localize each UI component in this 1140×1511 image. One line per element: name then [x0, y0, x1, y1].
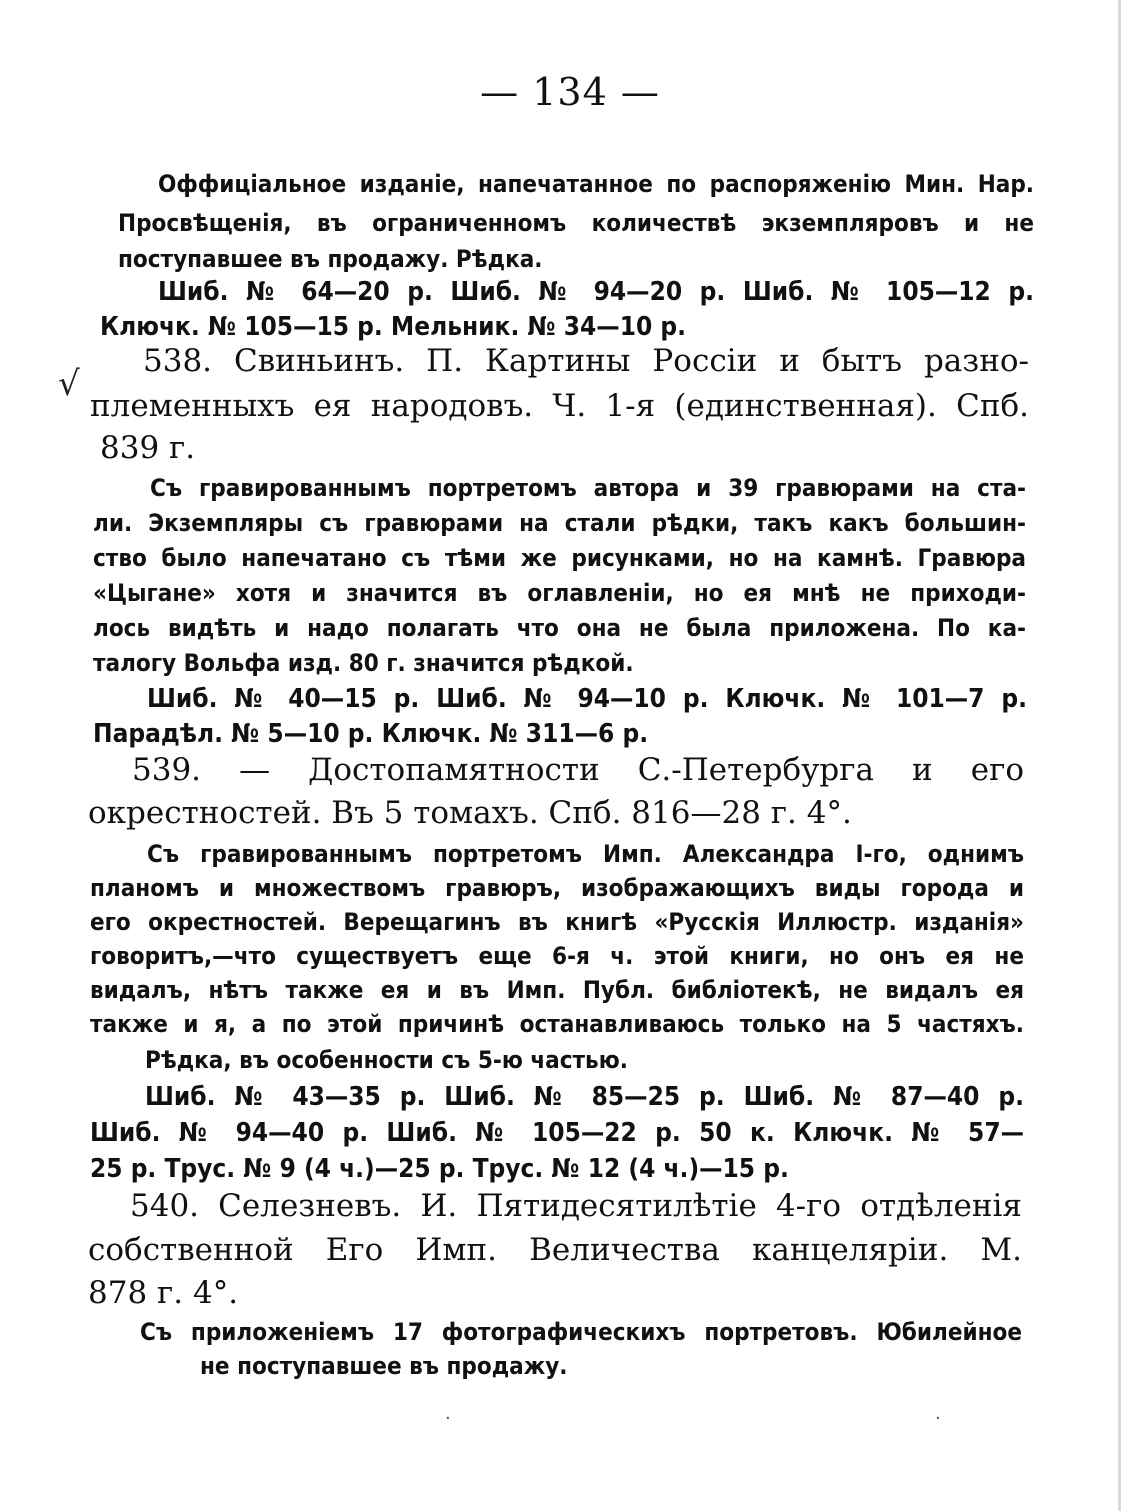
entry-heading-540: 540. Селезневъ. И. Пятидесятилѣтіе 4-го отдѣленія: [130, 1188, 1022, 1224]
entry-heading-line: племенныхъ ея народовъ. Ч. 1-я (единственная). Спб.: [90, 388, 1029, 424]
page-edge-line: [1118, 0, 1121, 1511]
entry-heading-539: 539. — Достопамятности С.-Петербурга и его: [132, 752, 1024, 788]
margin-checkmark: √: [58, 364, 80, 404]
text-line: говоритъ,—что существуетъ еще 6-я ч. этой книги, но онъ ея не: [90, 942, 1024, 970]
speck: ·: [935, 1408, 941, 1429]
text-line: видалъ, нѣтъ также ея и въ Имп. Публ. библіотекѣ, не видалъ ея: [90, 976, 1024, 1004]
entry-heading-538: 538. Свиньинъ. П. Картины Россіи и бытъ разно-: [143, 343, 1029, 379]
entry-heading-line: собственной Его Имп. Величества канцеляріи. М.: [88, 1232, 1022, 1268]
text-line: лось видѣть и надо полагать что она не была приложена. По ка-: [93, 614, 1026, 642]
text-line: его окрестностей. Верещагинъ въ книгѣ «Русскія Иллюстр. изданія»: [90, 908, 1024, 936]
text-line: Съ гравированнымъ портретомъ автора и 39 гравюрами на ста-: [150, 474, 1026, 502]
text-line: Шиб. № 40—15 р. Шиб. № 94—10 р. Ключк. № 101—7 р.: [147, 684, 1027, 714]
text-line: Оффиціальное изданіе, напечатанное по распоряженію Мин. Нар.: [158, 170, 1034, 198]
text-line: ли. Экземпляры съ гравюрами на стали рѣдки, такъ какъ большин-: [93, 509, 1026, 537]
text-line: Шиб. № 94—40 р. Шиб. № 105—22 р. 50 к. Ключк. № 57—: [90, 1118, 1024, 1148]
text-line: Съ приложеніемъ 17 фотографическихъ портретовъ. Юбилейное: [140, 1318, 1022, 1346]
speck: ·: [445, 1408, 451, 1429]
text-line: Шиб. № 64—20 р. Шиб. № 94—20 р. Шиб. № 105—12 р.: [158, 277, 1034, 307]
text-line: Съ гравированнымъ портретомъ Имп. Александра І-го, однимъ: [147, 840, 1024, 868]
text-line: также и я, а по этой причинѣ останавливаюсь только на 5 частяхъ.: [90, 1010, 1024, 1038]
text-line: талогу Вольфа изд. 80 г. значится рѣдкой.: [93, 649, 634, 677]
text-line: Парадѣл. № 5—10 р. Ключк. № 311—6 р.: [93, 719, 649, 749]
text-line: 25 р. Трус. № 9 (4 ч.)—25 р. Трус. № 12 (4 ч.)—15 р.: [90, 1154, 789, 1184]
text-line: Рѣдка, въ особенности съ 5-ю частью.: [145, 1046, 628, 1074]
page-number: — 134 —: [480, 70, 660, 114]
text-line: Шиб. № 43—35 р. Шиб. № 85—25 р. Шиб. № 87—40 р.: [145, 1082, 1024, 1112]
text-line: не поступавшее въ продажу.: [200, 1352, 568, 1380]
text-line: Просвѣщенія, въ ограниченномъ количествѣ экземпляровъ и не поступавшее въ продажу. Рѣдка.: [118, 209, 1034, 273]
entry-heading-line: 878 г. 4°.: [88, 1275, 239, 1311]
text-line: Ключк. № 105—15 р. Мельник. № 34—10 р.: [100, 312, 687, 342]
text-line: ство было напечатано съ тѣми же рисунками, но на камнѣ. Гравюра: [93, 544, 1026, 572]
text-line: планомъ и множествомъ гравюръ, изображающихъ виды города и: [90, 874, 1024, 902]
text-line: «Цыгане» хотя и значится въ оглавленіи, но ея мнѣ не приходи-: [93, 579, 1026, 607]
entry-heading-line: 839 г.: [100, 430, 196, 466]
entry-heading-line: окрестностей. Въ 5 томахъ. Спб. 816—28 г. 4°.: [88, 795, 852, 831]
